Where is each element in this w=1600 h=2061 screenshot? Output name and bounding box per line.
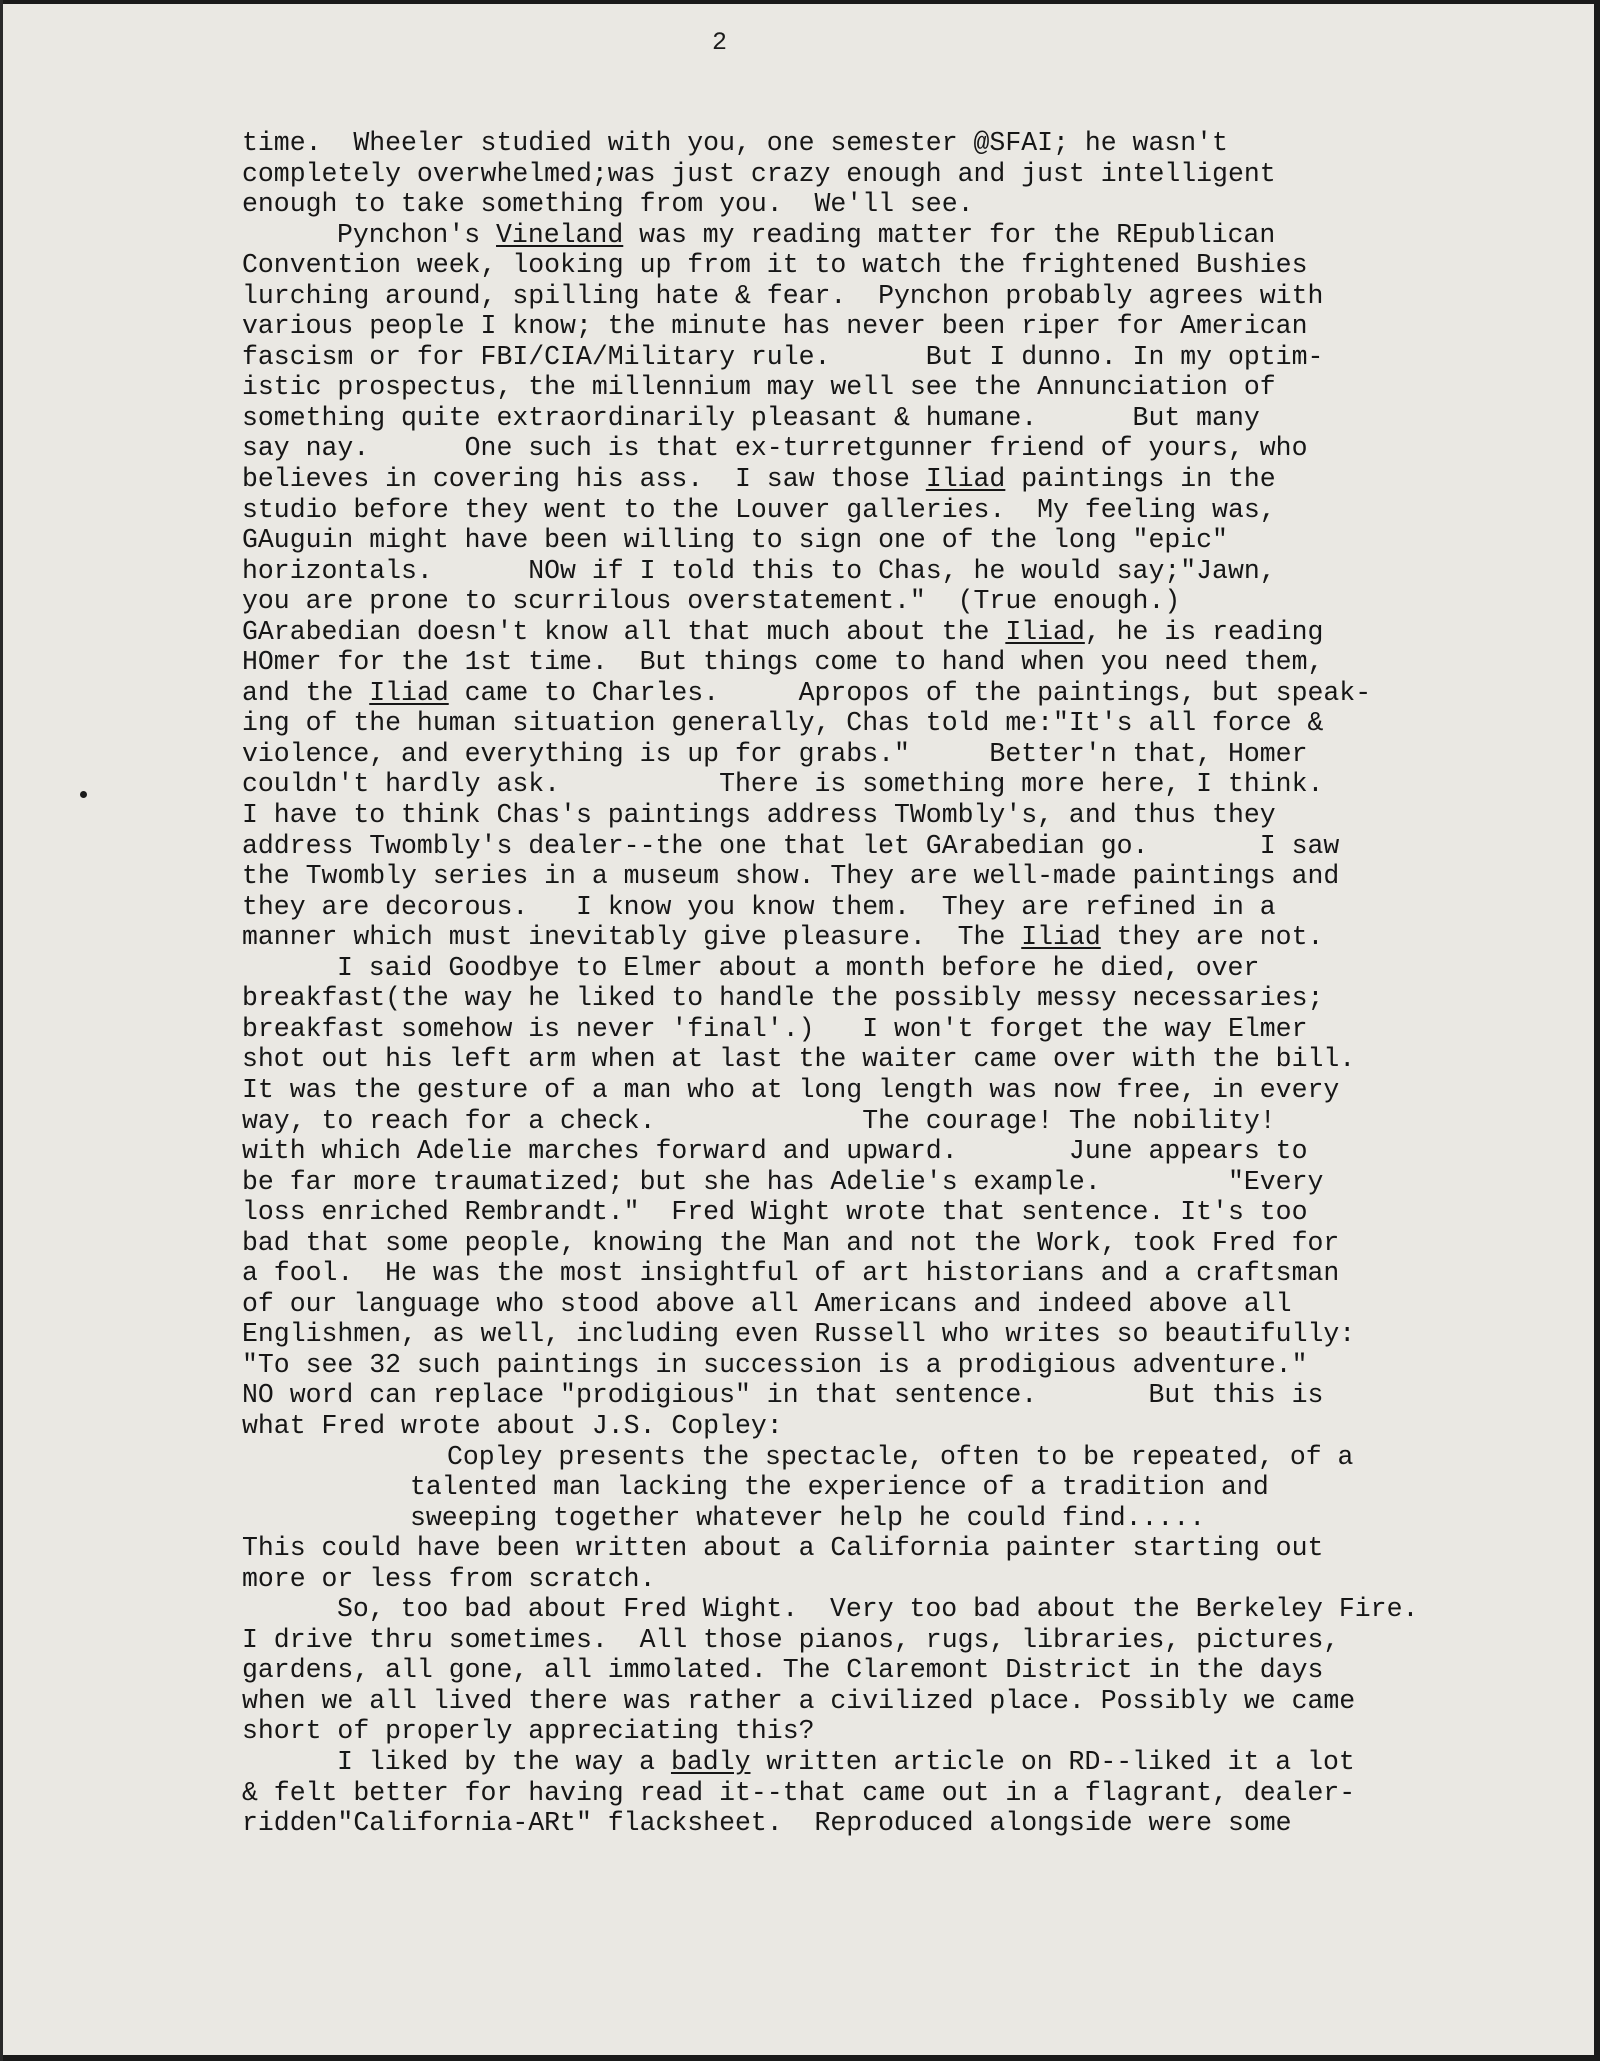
text-line: ridden"California-ARt" flacksheet. Reproduced alongside were some — [242, 1808, 1292, 1839]
text-line: istic prospectus, the millennium may well see the Annunciation of — [242, 372, 1276, 403]
text-line: address Twombly's dealer--the one that let GArabedian go. I saw — [242, 830, 1340, 861]
text-line: manner which must inevitably give pleasure. The Iliad they are not. — [242, 922, 1324, 953]
text-line: violence, and everything is up for grabs." Better'n that, Homer — [242, 738, 1308, 769]
text-line: I have to think Chas's paintings address TWombly's, and thus they — [242, 800, 1276, 831]
text-line: and the Iliad came to Charles. Apropos of the paintings, but speak- — [242, 677, 1372, 708]
margin-ink-dot — [80, 791, 87, 798]
text-line: I drive thru sometimes. All those pianos, rugs, libraries, pictures, — [242, 1624, 1340, 1655]
text-line: So, too bad about Fred Wight. Very too bad about the Berkeley Fire. — [337, 1594, 1419, 1625]
text-line: shot out his left arm when at last the waiter came over with the bill. — [242, 1044, 1356, 1075]
text-line: of our language who stood above all Americans and indeed above all — [242, 1288, 1292, 1319]
text-line: sweeping together whatever help he could find..... — [410, 1502, 1206, 1533]
text-line: Englishmen, as well, including even Russell who writes so beautifully: — [242, 1319, 1356, 1350]
scan-border-top — [0, 0, 1600, 4]
text-line: fascism or for FBI/CIA/Military rule. But I dunno. In my optim- — [242, 341, 1324, 372]
text-line: horizontals. NOw if I told this to Chas, he would say;"Jawn, — [242, 555, 1276, 586]
letter-body — [242, 128, 1582, 1839]
text-line: Convention week, looking up from it to watch the frightened Bushies — [242, 250, 1308, 281]
text-line: breakfast(the way he liked to handle the possibly messy necessaries; — [242, 983, 1324, 1014]
scan-border-bottom — [0, 2055, 1600, 2061]
text-line: they are decorous. I know you know them. They are refined in a — [242, 891, 1276, 922]
text-line: breakfast somehow is never 'final'.) I won't forget the way Elmer — [242, 1013, 1308, 1044]
page-number: 2 — [712, 28, 728, 57]
text-line: HOmer for the 1st time. But things come to hand when you need them, — [242, 647, 1324, 678]
text-line: couldn't hardly ask. There is something more here, I think. — [242, 769, 1324, 800]
text-line: enough to take something from you. We'll see. — [242, 189, 974, 220]
text-line: lurching around, spilling hate & fear. Pynchon probably agrees with — [242, 280, 1324, 311]
text-line: loss enriched Rembrandt." Fred Wight wrote that sentence. It's too — [242, 1197, 1308, 1228]
text-line: NO word can replace "prodigious" in that sentence. But this is — [242, 1380, 1324, 1411]
text-line: completely overwhelmed;was just crazy enough and just intelligent — [242, 158, 1276, 189]
text-line: gardens, all gone, all immolated. The Claremont District in the days — [242, 1655, 1324, 1686]
text-line: time. Wheeler studied with you, one semester @SFAI; he wasn't — [242, 128, 1228, 158]
text-line: & felt better for having read it--that came out in a flagrant, dealer- — [242, 1777, 1356, 1808]
text-line: what Fred wrote about J.S. Copley: — [242, 1410, 783, 1441]
text-line: be far more traumatized; but she has Adelie's example. "Every — [242, 1166, 1324, 1197]
text-line: studio before they went to the Louver galleries. My feeling was, — [242, 494, 1276, 525]
text-line: GAuguin might have been willing to sign one of the long "epic" — [242, 525, 1228, 556]
text-line: GArabedian doesn't know all that much about the Iliad, he is reading — [242, 616, 1324, 647]
text-line: believes in covering his ass. I saw those Iliad paintings in the — [242, 464, 1276, 495]
text-line: "To see 32 such paintings in succession is a prodigious adventure." — [242, 1349, 1308, 1380]
text-line: Pynchon's Vineland was my reading matter for the REpublican — [337, 219, 1276, 250]
text-line: short of properly appreciating this? — [242, 1716, 815, 1747]
text-line: when we all lived there was rather a civilized place. Possibly we came — [242, 1685, 1356, 1716]
text-line: you are prone to scurrilous overstatement." (True enough.) — [242, 586, 1181, 617]
text-line: way, to reach for a check. The courage! The nobility! — [242, 1105, 1276, 1136]
text-line: Copley presents the spectacle, often to be repeated, of a — [447, 1441, 1354, 1472]
text-line: various people I know; the minute has never been riper for American — [242, 311, 1308, 342]
text-line: say nay. One such is that ex-turretgunner friend of yours, who — [242, 433, 1308, 464]
text-line: something quite extraordinarily pleasant & humane. But many — [242, 402, 1260, 433]
text-line: bad that some people, knowing the Man and not the Work, took Fred for — [242, 1227, 1340, 1258]
text-line: I said Goodbye to Elmer about a month before he died, over — [337, 952, 1260, 983]
scan-border-left — [0, 0, 3, 2061]
text-line: more or less from scratch. — [242, 1563, 656, 1594]
text-line: I liked by the way a badly written article on RD--liked it a lot — [337, 1746, 1355, 1777]
text-line: the Twombly series in a museum show. They are well-made paintings and — [242, 861, 1340, 892]
text-line: ing of the human situation generally, Chas told me:"It's all force & — [242, 708, 1324, 739]
text-line: talented man lacking the experience of a tradition and — [410, 1472, 1269, 1503]
text-line: a fool. He was the most insightful of art historians and a craftsman — [242, 1258, 1340, 1289]
text-line: This could have been written about a California painter starting out — [242, 1533, 1324, 1564]
text-line: with which Adelie marches forward and upward. June appears to — [242, 1136, 1308, 1167]
scan-border-right — [1594, 0, 1600, 2061]
text-line: It was the gesture of a man who at long length was now free, in every — [242, 1074, 1340, 1105]
